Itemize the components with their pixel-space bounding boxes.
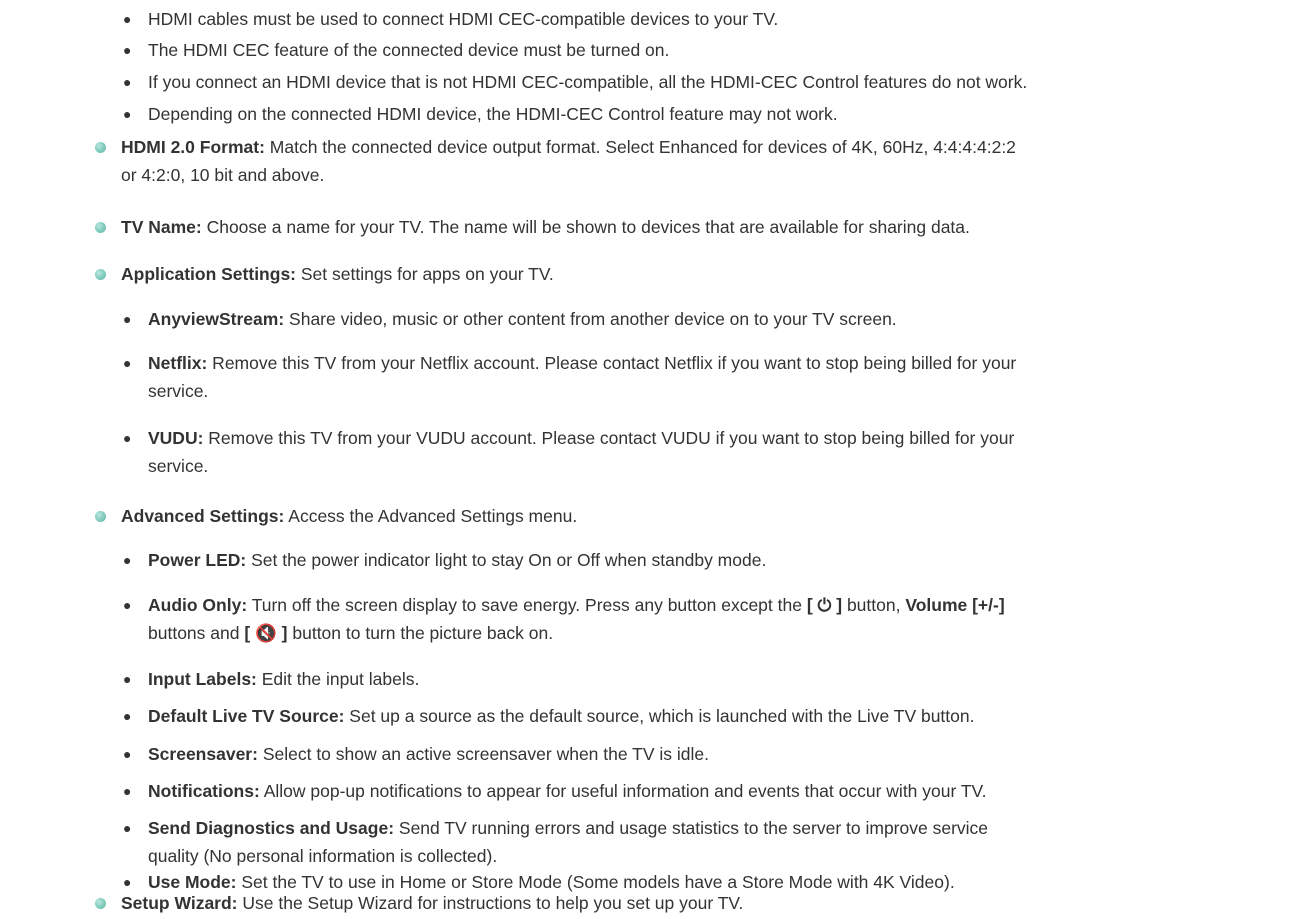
bullet-dot: ● (123, 783, 132, 799)
bullet-dot: ● (123, 874, 132, 890)
netflix-item: ● Netflix: Remove this TV from your Netflix account. Please contact Netflix if you want to stop being billed for your service. (0, 349, 1306, 405)
bullet-circle-icon (95, 142, 106, 153)
bullet-dot: ● (123, 552, 132, 568)
cec-note: ● The HDMI CEC feature of the connected device must be turned on. (0, 36, 1306, 64)
bullet-dot: ● (123, 820, 132, 836)
cec-note: ● Depending on the connected HDMI device, the HDMI-CEC Control feature may not work. (0, 100, 1306, 128)
bullet-dot: ● (123, 430, 132, 446)
tv-name-item: TV Name: Choose a name for your TV. The name will be shown to devices that are available for sharing data. (0, 213, 1306, 241)
bullet-dot: ● (123, 106, 132, 122)
bullet-dot: ● (123, 11, 132, 27)
notifications-item: ● Notifications: Allow pop-up notifications to appear for useful information and events that occur with your TV. (0, 777, 1306, 805)
hdmi20-format-item: HDMI 2.0 Format: Match the connected device output format. Select Enhanced for devices of 4K, 60Hz, 4:4:4:4:2:2 or 4:2:0, 10 bit and above. (0, 133, 1306, 189)
default-live-tv-source-item: ● Default Live TV Source: Set up a source as the default source, which is launched with the Live TV button. (0, 702, 1306, 730)
bullet-circle-icon (95, 222, 106, 233)
bullet-dot: ● (123, 42, 132, 58)
audio-only-item: ● Audio Only: Turn off the screen display to save energy. Press any button except the [ ⏻ ] button, Volume [+/-] buttons and [ 🔇 ] button to turn the picture back on. (0, 591, 1306, 647)
bullet-dot: ● (123, 708, 132, 724)
bullet-circle-icon (95, 898, 106, 909)
use-mode-item: ● Use Mode: Set the TV to use in Home or Store Mode (Some models have a Store Mode with 4K Video). (0, 868, 1306, 896)
bullet-dot: ● (123, 746, 132, 762)
advanced-settings-item: Advanced Settings: Access the Advanced Settings menu. (0, 502, 1306, 530)
mute-icon: [ 🔇 ] (244, 623, 288, 643)
power-led-item: ● Power LED: Set the power indicator light to stay On or Off when standby mode. (0, 546, 1306, 574)
application-settings-item: Application Settings: Set settings for apps on your TV. (0, 260, 1306, 288)
bullet-circle-icon (95, 269, 106, 280)
send-diagnostics-item: ● Send Diagnostics and Usage: Send TV running errors and usage statistics to the server to improve service quality (No personal information is collected). (0, 814, 1306, 870)
cec-note: ● If you connect an HDMI device that is not HDMI CEC-compatible, all the HDMI-CEC Control features do not work. (0, 68, 1306, 96)
vudu-item: ● VUDU: Remove this TV from your VUDU account. Please contact VUDU if you want to stop being billed for your service. (0, 424, 1306, 480)
bullet-dot: ● (123, 311, 132, 327)
cec-note: ● HDMI cables must be used to connect HDMI CEC-compatible devices to your TV. (0, 5, 1306, 33)
setup-wizard-item: Setup Wizard: Use the Setup Wizard for instructions to help you set up your TV. (0, 889, 1306, 917)
power-icon: [ ⏻ ] (806, 595, 843, 615)
bullet-circle-icon (95, 511, 106, 522)
bullet-dot: ● (123, 597, 132, 613)
bullet-dot: ● (123, 74, 132, 90)
bullet-dot: ● (123, 671, 132, 687)
anyviewstream-item: ● AnyviewStream: Share video, music or other content from another device on to your TV screen. (0, 305, 1306, 333)
bullet-dot: ● (123, 355, 132, 371)
screensaver-item: ● Screensaver: Select to show an active screensaver when the TV is idle. (0, 740, 1306, 768)
input-labels-item: ● Input Labels: Edit the input labels. (0, 665, 1306, 693)
